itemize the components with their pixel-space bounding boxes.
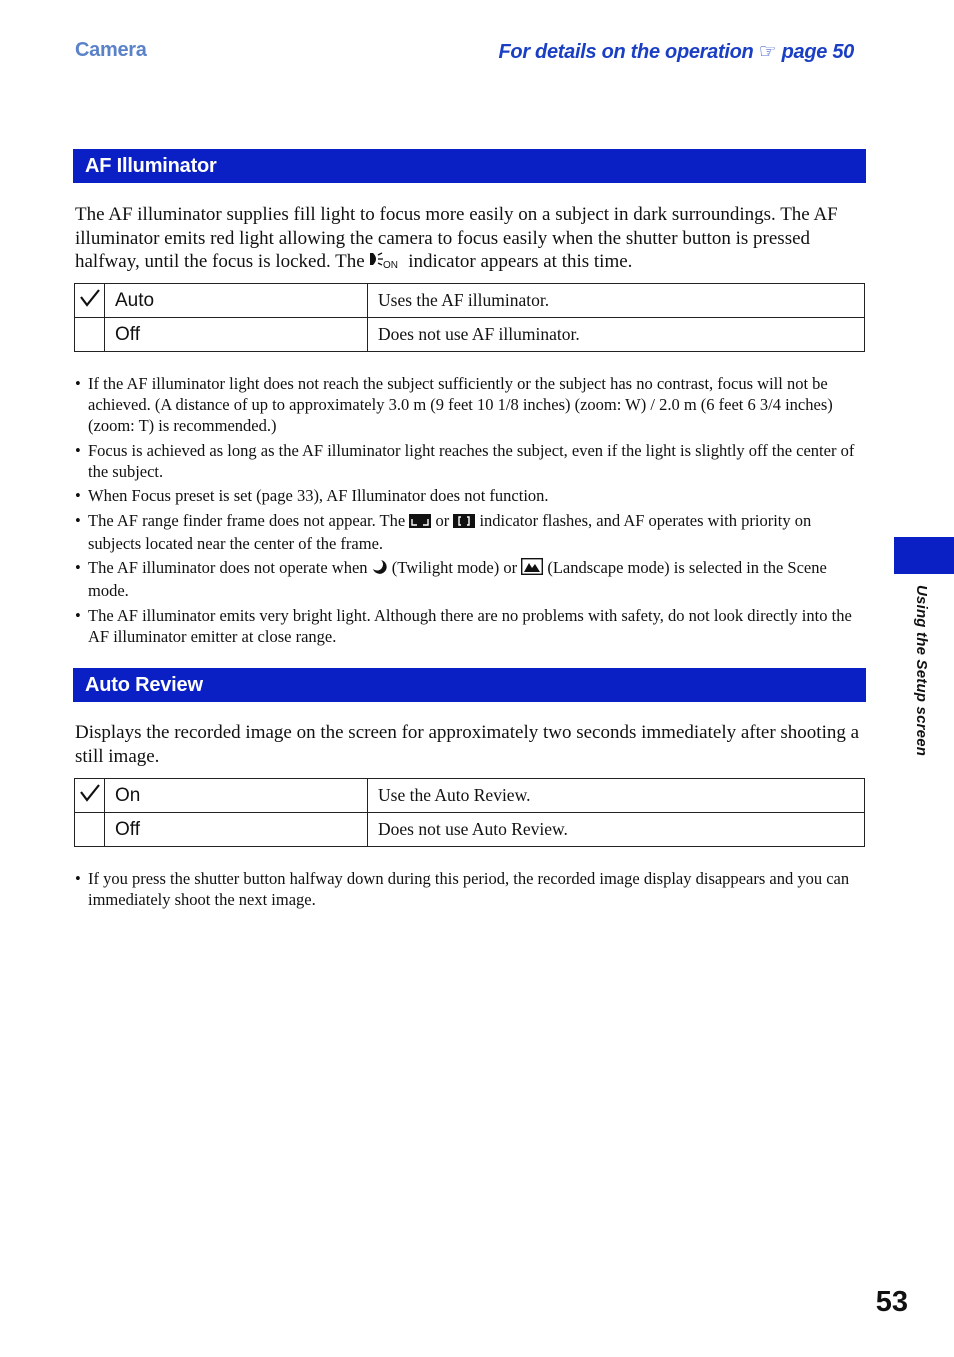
chapter-tab	[894, 537, 954, 574]
list-item: • When Focus preset is set (page 33), AF Illuminator does not function.	[75, 485, 865, 506]
list-item: • If you press the shutter button halfway down during this period, the recorded image display disappears and you can immediately shoot the next image.	[75, 868, 865, 910]
header-section-title: Camera	[75, 39, 147, 61]
af-illuminator-description	[75, 203, 865, 276]
af-range-frame-wide-icon	[409, 512, 431, 533]
header-details-reference	[498, 39, 854, 64]
auto-review-options-table	[74, 778, 865, 847]
landscape-mountain-icon	[521, 558, 543, 580]
empty-check-cell	[75, 813, 105, 847]
section-heading-auto-review: Auto Review	[73, 668, 866, 702]
list-item	[75, 557, 865, 601]
details-text: For details on the operation	[498, 41, 754, 63]
list-item: • Focus is achieved as long as the AF illuminator light reaches the subject, even if the light is slightly off the center of the subject.	[75, 440, 865, 482]
option-name: Off	[105, 318, 368, 352]
auto-review-description: Displays the recorded image on the screen for approximately two seconds immediately after shooting a still image.	[75, 722, 860, 767]
checkmark-icon	[79, 288, 101, 308]
note-text: (Twilight mode) or	[391, 558, 518, 577]
note-text: The AF illuminator does not operate when	[88, 558, 368, 577]
page-number: 53	[875, 1286, 908, 1318]
list-item: • If the AF illuminator light does not reach the subject sufficiently or the subject has no contrast, focus will not be achieved. (A distance of up to approximately 3.0 m (9 feet 10 1/8 inches) (zoom: W) / 2.0 m (6 feet 6 3/4 inches) (zoom: T) is recommended.)	[75, 373, 865, 436]
chapter-side-label-text: Using the Setup screen	[913, 585, 930, 757]
option-name: Off	[105, 813, 368, 847]
option-description: Does not use AF illuminator.	[368, 318, 865, 352]
table-row[interactable]	[75, 284, 865, 318]
af-illuminator-on-icon	[369, 251, 403, 276]
checkmark-icon	[79, 783, 101, 803]
table-row[interactable]	[75, 813, 865, 847]
twilight-moon-icon	[372, 559, 388, 580]
list-item: • The AF illuminator emits very bright light. Although there are no problems with safety, do not look directly into the AF illuminator emitter at close range.	[75, 605, 865, 647]
note-text: indicator flashes, and AF operates with priority on subjects located near the center of the frame.	[88, 510, 812, 553]
option-description: Uses the AF illuminator.	[368, 284, 865, 318]
pointing-hand-icon: ☞	[758, 41, 777, 63]
option-description: Does not use Auto Review.	[368, 813, 865, 847]
note-text: or	[435, 510, 450, 530]
auto-review-notes	[75, 868, 865, 914]
note-text: The AF range finder frame does not appear. The	[88, 510, 406, 530]
svg-text:ON: ON	[383, 260, 399, 269]
default-check-cell	[75, 779, 105, 813]
list-item	[75, 510, 865, 554]
description-text-1: The AF illuminator supplies fill light to focus more easily on a subject in dark surroundings. The AF illuminator emits red light allowing the camera to focus easily when the shutter button is pressed halfway, until the focus is locked. The	[75, 204, 838, 272]
af-illuminator-options-table	[74, 283, 865, 352]
description-text-2: indicator appears at this time.	[408, 251, 633, 272]
empty-check-cell	[75, 318, 105, 352]
af-range-frame-center-icon	[453, 512, 475, 533]
option-description: Use the Auto Review.	[368, 779, 865, 813]
section-heading-af-illuminator: AF Illuminator	[73, 149, 866, 183]
chapter-side-label	[912, 585, 932, 785]
af-illuminator-notes	[75, 373, 865, 650]
default-check-cell	[75, 284, 105, 318]
table-row[interactable]	[75, 779, 865, 813]
option-name: On	[105, 779, 368, 813]
note-text: (Landscape mode) is selected in the Scene mode.	[88, 558, 827, 600]
details-page-link[interactable]: page 50	[781, 41, 854, 63]
option-name: Auto	[105, 284, 368, 318]
table-row[interactable]	[75, 318, 865, 352]
